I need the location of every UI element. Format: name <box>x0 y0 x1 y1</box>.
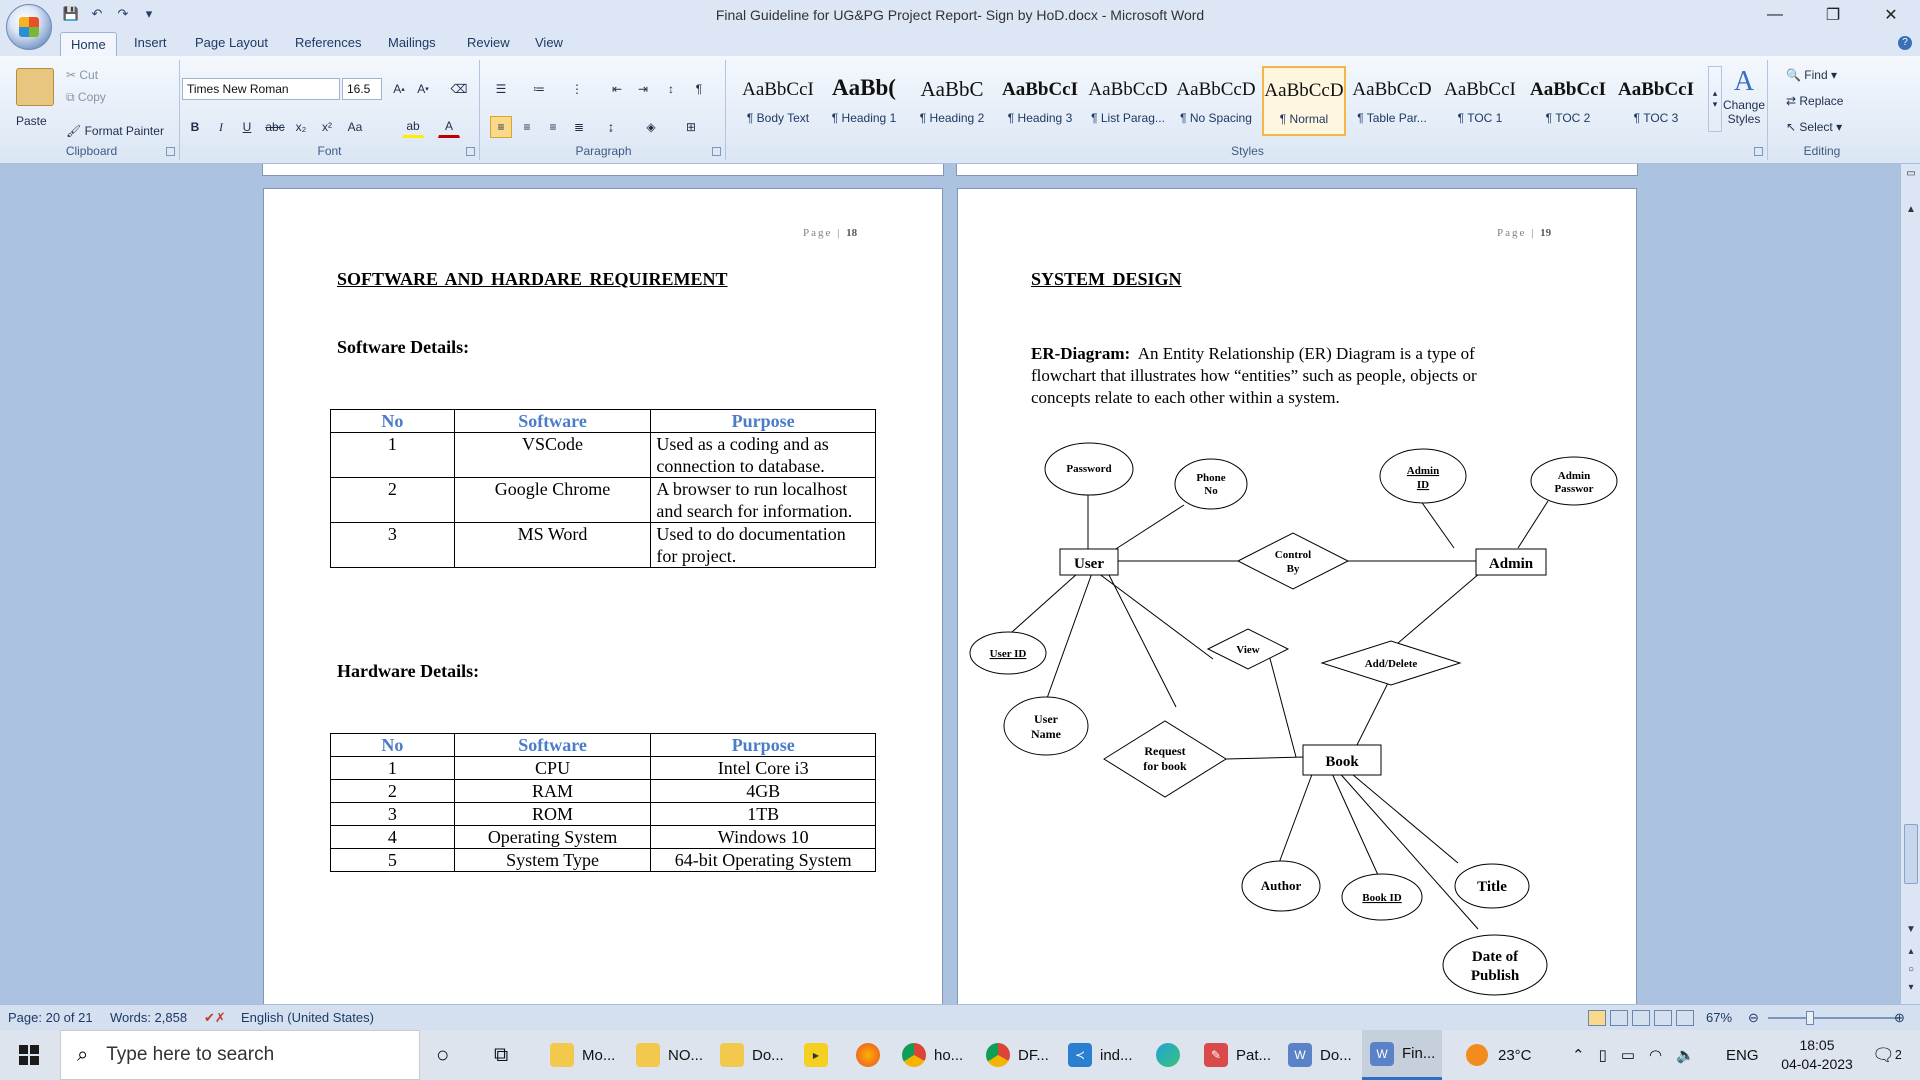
shading-icon[interactable]: ◈ <box>646 120 656 134</box>
app-label: ho... <box>934 1046 964 1064</box>
wifi-icon[interactable]: ◠ <box>1649 1047 1663 1064</box>
er-entity-label: User <box>1074 556 1104 572</box>
table-row <box>331 826 876 849</box>
table-cell: 1 <box>331 757 455 780</box>
table-header-row <box>331 410 876 433</box>
table-cell: RAM <box>454 780 651 803</box>
er-label: ER-Diagram: <box>1031 344 1131 363</box>
tab-references[interactable]: References <box>295 35 362 50</box>
taskbar-app-word-1[interactable] <box>1288 1030 1352 1080</box>
change-case-icon[interactable]: Aa <box>347 120 363 134</box>
copy-label: Copy <box>77 90 106 104</box>
er-attribute-label: Name <box>1031 727 1061 741</box>
increase-indent-icon[interactable]: ⇥ <box>637 82 649 96</box>
table-cell: A browser to run localhost and search for information. <box>651 478 876 523</box>
zoom-level[interactable]: 67% <box>1706 1010 1733 1025</box>
er-attribute-label: Password <box>1066 463 1112 475</box>
style-preview: AaBbC <box>920 77 984 101</box>
table-header: Purpose <box>651 734 876 757</box>
chrome-icon <box>986 1043 1010 1067</box>
page-number-value: 18 <box>846 227 858 239</box>
replace-label: Replace <box>1799 94 1844 108</box>
underline-icon[interactable]: U <box>242 120 252 134</box>
page-19[interactable] <box>957 188 1637 1004</box>
decrease-indent-icon[interactable]: ⇤ <box>611 82 623 96</box>
style-name: ¶ Body Text <box>746 111 810 125</box>
editing-label: Editing <box>1803 144 1841 158</box>
zoom-slider[interactable] <box>1768 1017 1898 1019</box>
word-count[interactable]: Words: 2,858 <box>110 1010 188 1025</box>
line-spacing-icon[interactable]: ↨ <box>608 120 614 134</box>
er-attribute-label: Publish <box>1470 968 1520 984</box>
print-layout-icon[interactable] <box>1588 1010 1606 1026</box>
restore-button[interactable]: ❐ <box>1825 7 1841 24</box>
paste-button[interactable]: Paste <box>16 114 47 128</box>
previous-page-bottom <box>262 164 944 176</box>
table-cell: 3 <box>331 803 455 826</box>
paragraph-group <box>482 60 726 160</box>
style-table-paragraph[interactable] <box>1350 66 1434 136</box>
align-center-icon[interactable]: ≡ <box>523 120 531 134</box>
table-cell: 2 <box>331 780 455 803</box>
folder-icon <box>550 1043 574 1067</box>
software-table <box>330 409 876 568</box>
style-preview: AaBbCcI <box>742 79 814 100</box>
zoom-out-icon[interactable]: ⊖ <box>1748 1010 1759 1025</box>
player-icon: ▶ <box>804 1043 828 1067</box>
volume-icon[interactable]: 🔈 <box>1676 1047 1695 1064</box>
outline-icon[interactable] <box>1654 1010 1672 1026</box>
er-relationship-label: Add/Delete <box>1364 658 1418 670</box>
er-entity-label: Book <box>1325 754 1359 770</box>
ruler-toggle-icon[interactable]: ▭ <box>1906 168 1916 179</box>
zoom-slider-thumb[interactable] <box>1806 1011 1814 1025</box>
table-cell: 1 <box>331 433 455 478</box>
styles-scroll-icon[interactable]: ▴ ▾ <box>1708 66 1722 132</box>
bullets-icon[interactable]: ☰ <box>495 82 507 96</box>
tab-page-layout[interactable]: Page Layout <box>195 35 269 50</box>
table-cell: 64-bit Operating System <box>651 849 876 872</box>
word-icon: W <box>1288 1043 1312 1067</box>
input-language[interactable]: ENG <box>1726 1046 1759 1064</box>
highlight-icon[interactable]: ab <box>402 116 424 138</box>
software-details-title: Software Details: <box>337 337 470 357</box>
app-label: ind... <box>1100 1046 1133 1064</box>
style-toc-3[interactable] <box>1614 66 1698 136</box>
style-name: ¶ Normal <box>1279 112 1329 126</box>
change-styles-label: Change Styles <box>1722 98 1766 126</box>
brush-icon: 🖌 <box>66 124 85 138</box>
app-label: Mo... <box>582 1046 616 1064</box>
clipboard-group <box>4 60 180 160</box>
document-workspace[interactable] <box>0 164 1900 1004</box>
vertical-scrollbar[interactable] <box>1900 164 1920 1004</box>
show-marks-icon[interactable]: ¶ <box>695 82 703 96</box>
page-number <box>1497 227 1551 239</box>
style-preview: AaBbCcI <box>1001 79 1078 100</box>
help-icon[interactable]: ? <box>1898 36 1912 50</box>
scroll-up-icon[interactable]: ▲ <box>1906 204 1916 215</box>
page-label: Page | <box>803 227 847 239</box>
app-label: DF... <box>1018 1046 1049 1064</box>
er-attribute-label: Date of <box>1471 949 1519 965</box>
table-cell: 3 <box>331 523 455 568</box>
previous-page-bottom <box>956 164 1638 176</box>
table-row <box>331 780 876 803</box>
replace-icon: ⇄ <box>1786 94 1800 108</box>
word-icon: W <box>1370 1042 1394 1066</box>
paragraph-label: Paragraph <box>575 144 632 158</box>
justify-icon[interactable]: ≣ <box>573 120 585 134</box>
tab-home[interactable]: Home <box>60 32 117 56</box>
style-preview: AaBbCcI <box>1444 79 1516 100</box>
table-cell: 5 <box>331 849 455 872</box>
full-screen-reading-icon[interactable] <box>1610 1010 1628 1026</box>
task-view-icon[interactable]: ⧉ <box>494 1043 509 1066</box>
table-cell: Operating System <box>454 826 651 849</box>
style-body-text[interactable] <box>736 66 820 136</box>
copy-icon: ⧉ <box>66 90 78 104</box>
taskbar <box>0 1030 1920 1080</box>
style-name: ¶ TOC 2 <box>1545 111 1591 125</box>
style-heading-1[interactable] <box>822 66 906 136</box>
table-header: No <box>331 410 455 433</box>
ribbon <box>0 56 1920 164</box>
er-attribute-label: Author <box>1260 878 1302 893</box>
er-relationship <box>1238 533 1348 589</box>
table-row <box>331 803 876 826</box>
window-controls <box>1746 0 1920 30</box>
style-preview: AaBb( <box>832 75 896 100</box>
app-label: Do... <box>1320 1046 1352 1064</box>
table-row <box>331 757 876 780</box>
table-cell: System Type <box>454 849 651 872</box>
copy-button[interactable] <box>66 90 106 105</box>
font-size-combo[interactable]: 16.5 <box>342 78 382 100</box>
app-label: NO... <box>668 1046 704 1064</box>
close-button[interactable]: ✕ <box>1884 7 1898 24</box>
firefox-icon <box>856 1043 880 1067</box>
style-preview: AaBbCcD <box>1176 79 1256 100</box>
office-button[interactable] <box>6 4 52 50</box>
taskbar-app-paint[interactable] <box>1204 1030 1271 1080</box>
app-label: Do... <box>752 1046 784 1064</box>
table-cell: MS Word <box>454 523 651 568</box>
table-cell: 2 <box>331 478 455 523</box>
er-attribute <box>1175 459 1247 509</box>
taskbar-app-edge[interactable] <box>1156 1030 1188 1080</box>
er-attribute-label: Title <box>1477 879 1507 895</box>
battery-icon[interactable]: ▭ <box>1620 1047 1636 1064</box>
customize-qat-icon[interactable]: ▾ <box>145 6 153 21</box>
er-attribute-label: Phone <box>1196 472 1226 484</box>
page-heading: SOFTWARE AND HARDARE REQUIREMENT <box>337 269 728 289</box>
folder-icon <box>636 1043 660 1067</box>
grow-font-icon[interactable]: A ▴ <box>393 82 405 96</box>
subscript-icon[interactable]: x₂ <box>295 120 307 134</box>
er-relationship-label: Control <box>1274 549 1312 561</box>
style-name: ¶ TOC 1 <box>1457 111 1503 125</box>
table-header-row <box>331 734 876 757</box>
hardware-details-title: Hardware Details: <box>337 661 480 681</box>
taskbar-search[interactable] <box>60 1030 420 1080</box>
superscript-icon[interactable]: x² <box>322 120 332 134</box>
tab-review[interactable]: Review <box>467 35 510 50</box>
chrome-icon <box>902 1043 926 1067</box>
font-color-icon[interactable]: A <box>438 116 460 138</box>
borders-icon[interactable]: ⊞ <box>685 120 697 134</box>
style-preview: AaBbCcD <box>1264 80 1344 101</box>
font-group <box>180 60 480 160</box>
cursor-icon: ↖ <box>1786 120 1800 134</box>
er-attribute-label: User <box>1034 712 1058 726</box>
style-preview: AaBbCcD <box>1088 79 1168 100</box>
styles-launcher-icon[interactable] <box>1754 147 1763 156</box>
taskbar-app-firefox[interactable] <box>856 1030 888 1080</box>
taskbar-app-explorer-1[interactable] <box>550 1030 615 1080</box>
web-layout-icon[interactable] <box>1632 1010 1650 1026</box>
align-left-icon[interactable]: ≡ <box>490 116 512 138</box>
clear-format-icon[interactable]: ⌫ <box>450 82 468 96</box>
editing-group <box>1770 60 1874 160</box>
er-entity-label: Admin <box>1488 556 1534 572</box>
tab-view[interactable]: View <box>535 35 563 50</box>
scroll-down-icon[interactable]: ▼ <box>1906 924 1916 935</box>
table-cell: Google Chrome <box>454 478 651 523</box>
table-row <box>331 523 876 568</box>
style-heading-3[interactable] <box>998 66 1082 136</box>
taskbar-app-explorer-2[interactable] <box>636 1030 703 1080</box>
style-name: ¶ Heading 1 <box>831 111 897 125</box>
taskbar-app-chrome-2[interactable] <box>986 1030 1049 1080</box>
er-attribute-label: Passwor <box>1554 483 1594 495</box>
table-row <box>331 478 876 523</box>
paragraph-launcher-icon[interactable] <box>712 147 721 156</box>
style-heading-2[interactable] <box>910 66 994 136</box>
zoom-in-icon[interactable]: ⊕ <box>1894 1010 1905 1025</box>
draft-icon[interactable] <box>1676 1010 1694 1026</box>
find-label: Find <box>1804 68 1828 82</box>
strikethrough-icon[interactable]: abc <box>265 120 285 134</box>
table-cell: Windows 10 <box>651 826 876 849</box>
taskbar-app-player[interactable] <box>804 1030 836 1080</box>
replace-button[interactable] <box>1786 94 1843 108</box>
redo-icon[interactable]: ↷ <box>117 6 129 21</box>
clock-time: 18:05 <box>1799 1037 1835 1053</box>
hardware-table <box>330 733 876 872</box>
table-cell: 1TB <box>651 803 876 826</box>
er-attribute-label: Admin <box>1557 470 1591 482</box>
italic-icon[interactable]: I <box>219 119 223 134</box>
er-attribute-label: Admin <box>1406 465 1440 477</box>
table-header: No <box>331 734 455 757</box>
cortana-icon[interactable]: ○ <box>436 1042 450 1067</box>
style-name: ¶ TOC 3 <box>1633 111 1679 125</box>
style-toc-1[interactable] <box>1438 66 1522 136</box>
er-description: An Entity Relationship (ER) Diagram is a type of flowchart that illustrates how “entities” such as people, objects or concepts relate to each other within a system. <box>1031 344 1477 407</box>
bold-icon[interactable]: B <box>190 120 200 134</box>
style-name: ¶ No Spacing <box>1180 111 1252 125</box>
next-page-icon[interactable]: ▾ <box>1908 982 1914 993</box>
table-cell: 4GB <box>651 780 876 803</box>
clock-date: 04-04-2023 <box>1781 1056 1853 1072</box>
edge-icon <box>1156 1043 1180 1067</box>
taskbar-app-chrome-1[interactable] <box>902 1030 963 1080</box>
notification-icon: 🗨 <box>1872 1044 1895 1065</box>
search-placeholder: Type here to search <box>106 1044 275 1065</box>
cut-button[interactable] <box>66 68 98 82</box>
weather[interactable] <box>1466 1030 1532 1080</box>
system-tray-icons <box>1572 1030 1695 1080</box>
style-preview: AaBbCcI <box>1617 79 1694 100</box>
undo-icon[interactable]: ↶ <box>91 6 103 21</box>
styles-group <box>728 60 1768 160</box>
table-row <box>331 849 876 872</box>
shrink-font-icon[interactable]: A ▾ <box>417 82 429 96</box>
er-attribute-label: User ID <box>989 648 1027 660</box>
scroll-thumb[interactable] <box>1904 824 1918 884</box>
office-logo-icon <box>19 17 39 37</box>
vscode-icon: ≺ <box>1068 1043 1092 1067</box>
app-label: Fin... <box>1402 1045 1436 1062</box>
er-attribute-label: ID <box>1416 479 1430 491</box>
er-attribute-label: No <box>1204 485 1218 497</box>
font-launcher-icon[interactable] <box>466 147 475 156</box>
tab-mailings[interactable]: Mailings <box>388 35 436 50</box>
er-diagram <box>958 429 1638 1004</box>
windows-icon <box>19 1045 39 1065</box>
clock[interactable] <box>1772 1036 1862 1074</box>
clipboard-label: Clipboard <box>65 144 118 158</box>
align-right-icon[interactable]: ≡ <box>549 120 557 134</box>
device-icon[interactable]: ▯ <box>1598 1047 1607 1064</box>
view-buttons <box>1588 1010 1694 1026</box>
er-attribute-label: Book ID <box>1362 892 1402 904</box>
change-styles-button[interactable] <box>1718 66 1770 126</box>
minimize-button[interactable]: — <box>1767 6 1783 23</box>
notification-count: 2 <box>1894 1048 1902 1062</box>
change-styles-icon: A <box>1733 66 1755 97</box>
weather-icon <box>1466 1044 1488 1066</box>
window-title: Final Guideline for UG&PG Project Report- Sign by HoD.docx - Microsoft Word <box>715 7 1205 23</box>
binoculars-icon: 🔍 <box>1786 68 1805 82</box>
folder-icon <box>720 1043 744 1067</box>
table-cell: 4 <box>331 826 455 849</box>
page-heading: SYSTEM DESIGN <box>1031 269 1182 289</box>
style-preview: AaBbCcD <box>1352 79 1432 100</box>
taskbar-app-explorer-3[interactable] <box>720 1030 784 1080</box>
language-indicator[interactable]: English (United States) <box>241 1010 374 1025</box>
table-header: Software <box>454 734 651 757</box>
page-count[interactable]: Page: 20 of 21 <box>8 1010 93 1025</box>
sort-icon[interactable]: ↕ <box>668 82 674 96</box>
search-icon: ⌕ <box>77 1043 89 1066</box>
multilevel-list-icon[interactable]: ⋮ <box>571 82 583 96</box>
cut-label: Cut <box>79 68 99 82</box>
table-cell: Used to do documentation for project. <box>651 523 876 568</box>
save-icon[interactable]: 💾 <box>62 6 80 21</box>
style-preview: AaBbCcI <box>1529 79 1606 100</box>
scissors-icon: ✂ <box>66 68 80 82</box>
tab-insert[interactable]: Insert <box>134 35 167 50</box>
format-painter-label: Format Painter <box>84 124 164 138</box>
table-row <box>331 433 876 478</box>
notification-center[interactable] <box>1872 1030 1902 1080</box>
temperature: 23°C <box>1498 1046 1532 1064</box>
table-cell: ROM <box>454 803 651 826</box>
table-cell: Intel Core i3 <box>651 757 876 780</box>
previous-page-icon[interactable]: ▴ <box>1908 946 1914 957</box>
format-painter-button[interactable] <box>66 124 164 138</box>
style-toc-2[interactable] <box>1526 66 1610 136</box>
ribbon-tabs <box>0 30 1920 56</box>
style-name: ¶ List Parag... <box>1091 111 1165 125</box>
er-attribute <box>1004 697 1088 755</box>
find-button[interactable]: 🔍 Find ▾ <box>1786 68 1837 82</box>
style-normal[interactable] <box>1262 66 1346 136</box>
clipboard-launcher-icon[interactable] <box>166 147 175 156</box>
er-relationship-label: By <box>1286 563 1300 575</box>
er-paragraph <box>1031 343 1531 409</box>
style-name: ¶ Heading 3 <box>1007 111 1073 125</box>
status-bar <box>0 1004 1920 1030</box>
er-relationship-label: View <box>1236 644 1260 656</box>
styles-label: Styles <box>1231 144 1264 158</box>
font-label: Font <box>317 144 342 158</box>
table-cell: VSCode <box>454 433 651 478</box>
select-label: Select <box>1799 120 1833 134</box>
taskbar-app-vscode[interactable] <box>1068 1030 1133 1080</box>
style-name: ¶ Heading 2 <box>919 111 985 125</box>
paste-icon[interactable] <box>16 68 54 106</box>
page-number-value: 19 <box>1540 227 1552 239</box>
proofing-icon[interactable]: ✔✗ <box>204 1010 226 1025</box>
page-label: Page | <box>1497 227 1541 239</box>
taskbar-app-word-2[interactable] <box>1362 1030 1442 1080</box>
start-button[interactable] <box>0 1030 58 1080</box>
table-cell: CPU <box>454 757 651 780</box>
page-number <box>803 227 857 239</box>
chevron-up-icon[interactable]: ⌃ <box>1572 1047 1585 1064</box>
title-bar <box>0 0 1920 30</box>
numbering-icon[interactable]: ≔ <box>533 82 545 96</box>
table-header: Software <box>454 410 651 433</box>
er-relationship-label: Request <box>1144 744 1186 758</box>
style-list-paragraph[interactable] <box>1086 66 1170 136</box>
style-no-spacing[interactable] <box>1174 66 1258 136</box>
select-button[interactable]: ↖ Select ▾ <box>1786 120 1843 134</box>
table-header: Purpose <box>651 410 876 433</box>
app-label: Pat... <box>1236 1046 1272 1064</box>
browse-object-icon[interactable]: ○ <box>1907 964 1915 975</box>
er-relationship-label: for book <box>1143 759 1187 773</box>
er-attribute <box>1443 935 1547 995</box>
style-name: ¶ Table Par... <box>1357 111 1427 125</box>
paint-icon: ✎ <box>1204 1043 1228 1067</box>
page-18[interactable] <box>263 188 943 1004</box>
font-name-combo[interactable]: Times New Roman <box>182 78 340 100</box>
table-cell: Used as a coding and as connection to database. <box>651 433 876 478</box>
